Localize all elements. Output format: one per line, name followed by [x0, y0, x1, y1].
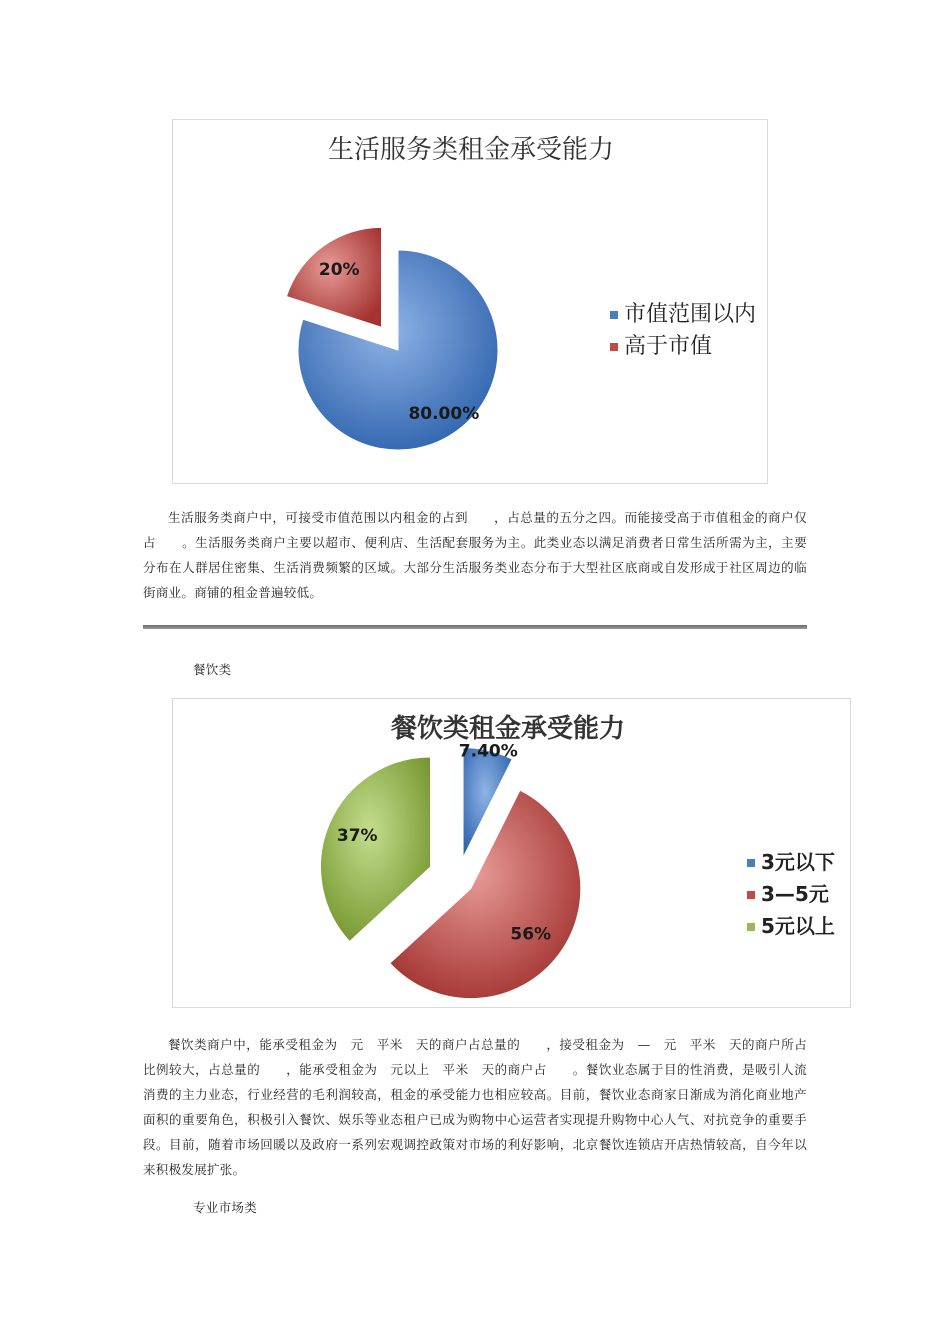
- legend-swatch-0: [747, 859, 755, 867]
- legend-swatch-1: [610, 343, 618, 351]
- section-heading-professional-market: 专业市场类: [193, 1200, 258, 1215]
- pie-slice-2: [321, 757, 431, 942]
- legend-label-0: 市值范围以内: [624, 302, 757, 327]
- legend-label-1: 3—5元: [761, 882, 829, 906]
- legend-label-1: 高于市值: [624, 334, 713, 359]
- catering-paragraph: 餐饮类商户中，能承受租金为 元 平米 天的商户占总量的 ，接受租金为 — 元 平米 天的商户所占比例较大，占总量的 ，能承受租金为 元以上 平米 天的商户占 。餐饮业态属于目的性消费，是吸引人流消费的主力业态，行业经营的毛利润较高，租金的承受能力也相应较高。目前，餐饮业态商家日渐成为消化商业地产面积的重要角色，积极引入餐饮、娱乐等业态租户已成为购物中心运营者实现提升购物中心人气、对抗竞争的重要手段。目前，随着市场回暖以及政府一系列宏观调控政策对市场的利好影响，北京餐饮连锁店开店热情较高，自今年以来积极发展扩张。: [143, 1037, 807, 1177]
- legend-swatch-1: [747, 891, 755, 899]
- chart-catering: [172, 698, 851, 1008]
- section-heading-catering: 餐饮类: [193, 662, 232, 677]
- life-services-paragraph: 生活服务类商户中，可接受市值范围以内租金的占到 ，占总量的五分之四。而能接受高于市值租金的商户仅占 。生活服务类商户主要以超市、便利店、生活配套服务为主。此类业态以满足消费者日常生活所需为主，主要分布在人群居住密集、生活消费频繁的区域。大部分生活服务类业态分布于大型社区底商或自发形成于社区周边的临街商业。商铺的租金普遍较低。: [143, 510, 807, 600]
- chart-life-services-svg: [173, 120, 769, 485]
- data-label-2: 37%: [336, 825, 378, 846]
- legend-swatch-2: [747, 923, 755, 931]
- legend-swatch-0: [610, 311, 618, 319]
- section-divider: [143, 625, 807, 629]
- legend-label-2: 5元以上: [761, 914, 835, 938]
- chart-title: 餐饮类租金承受能力: [390, 714, 626, 744]
- data-label-0: 7.40%: [458, 741, 518, 762]
- chart-catering-svg: [173, 699, 852, 1009]
- data-label-0: 80.00%: [408, 404, 480, 425]
- chart-title: 生活服务类租金承受能力: [327, 135, 615, 165]
- chart-life-services: [172, 119, 768, 484]
- data-label-1: 20%: [318, 260, 360, 281]
- legend-label-0: 3元以下: [761, 850, 835, 874]
- data-label-1: 56%: [510, 924, 552, 945]
